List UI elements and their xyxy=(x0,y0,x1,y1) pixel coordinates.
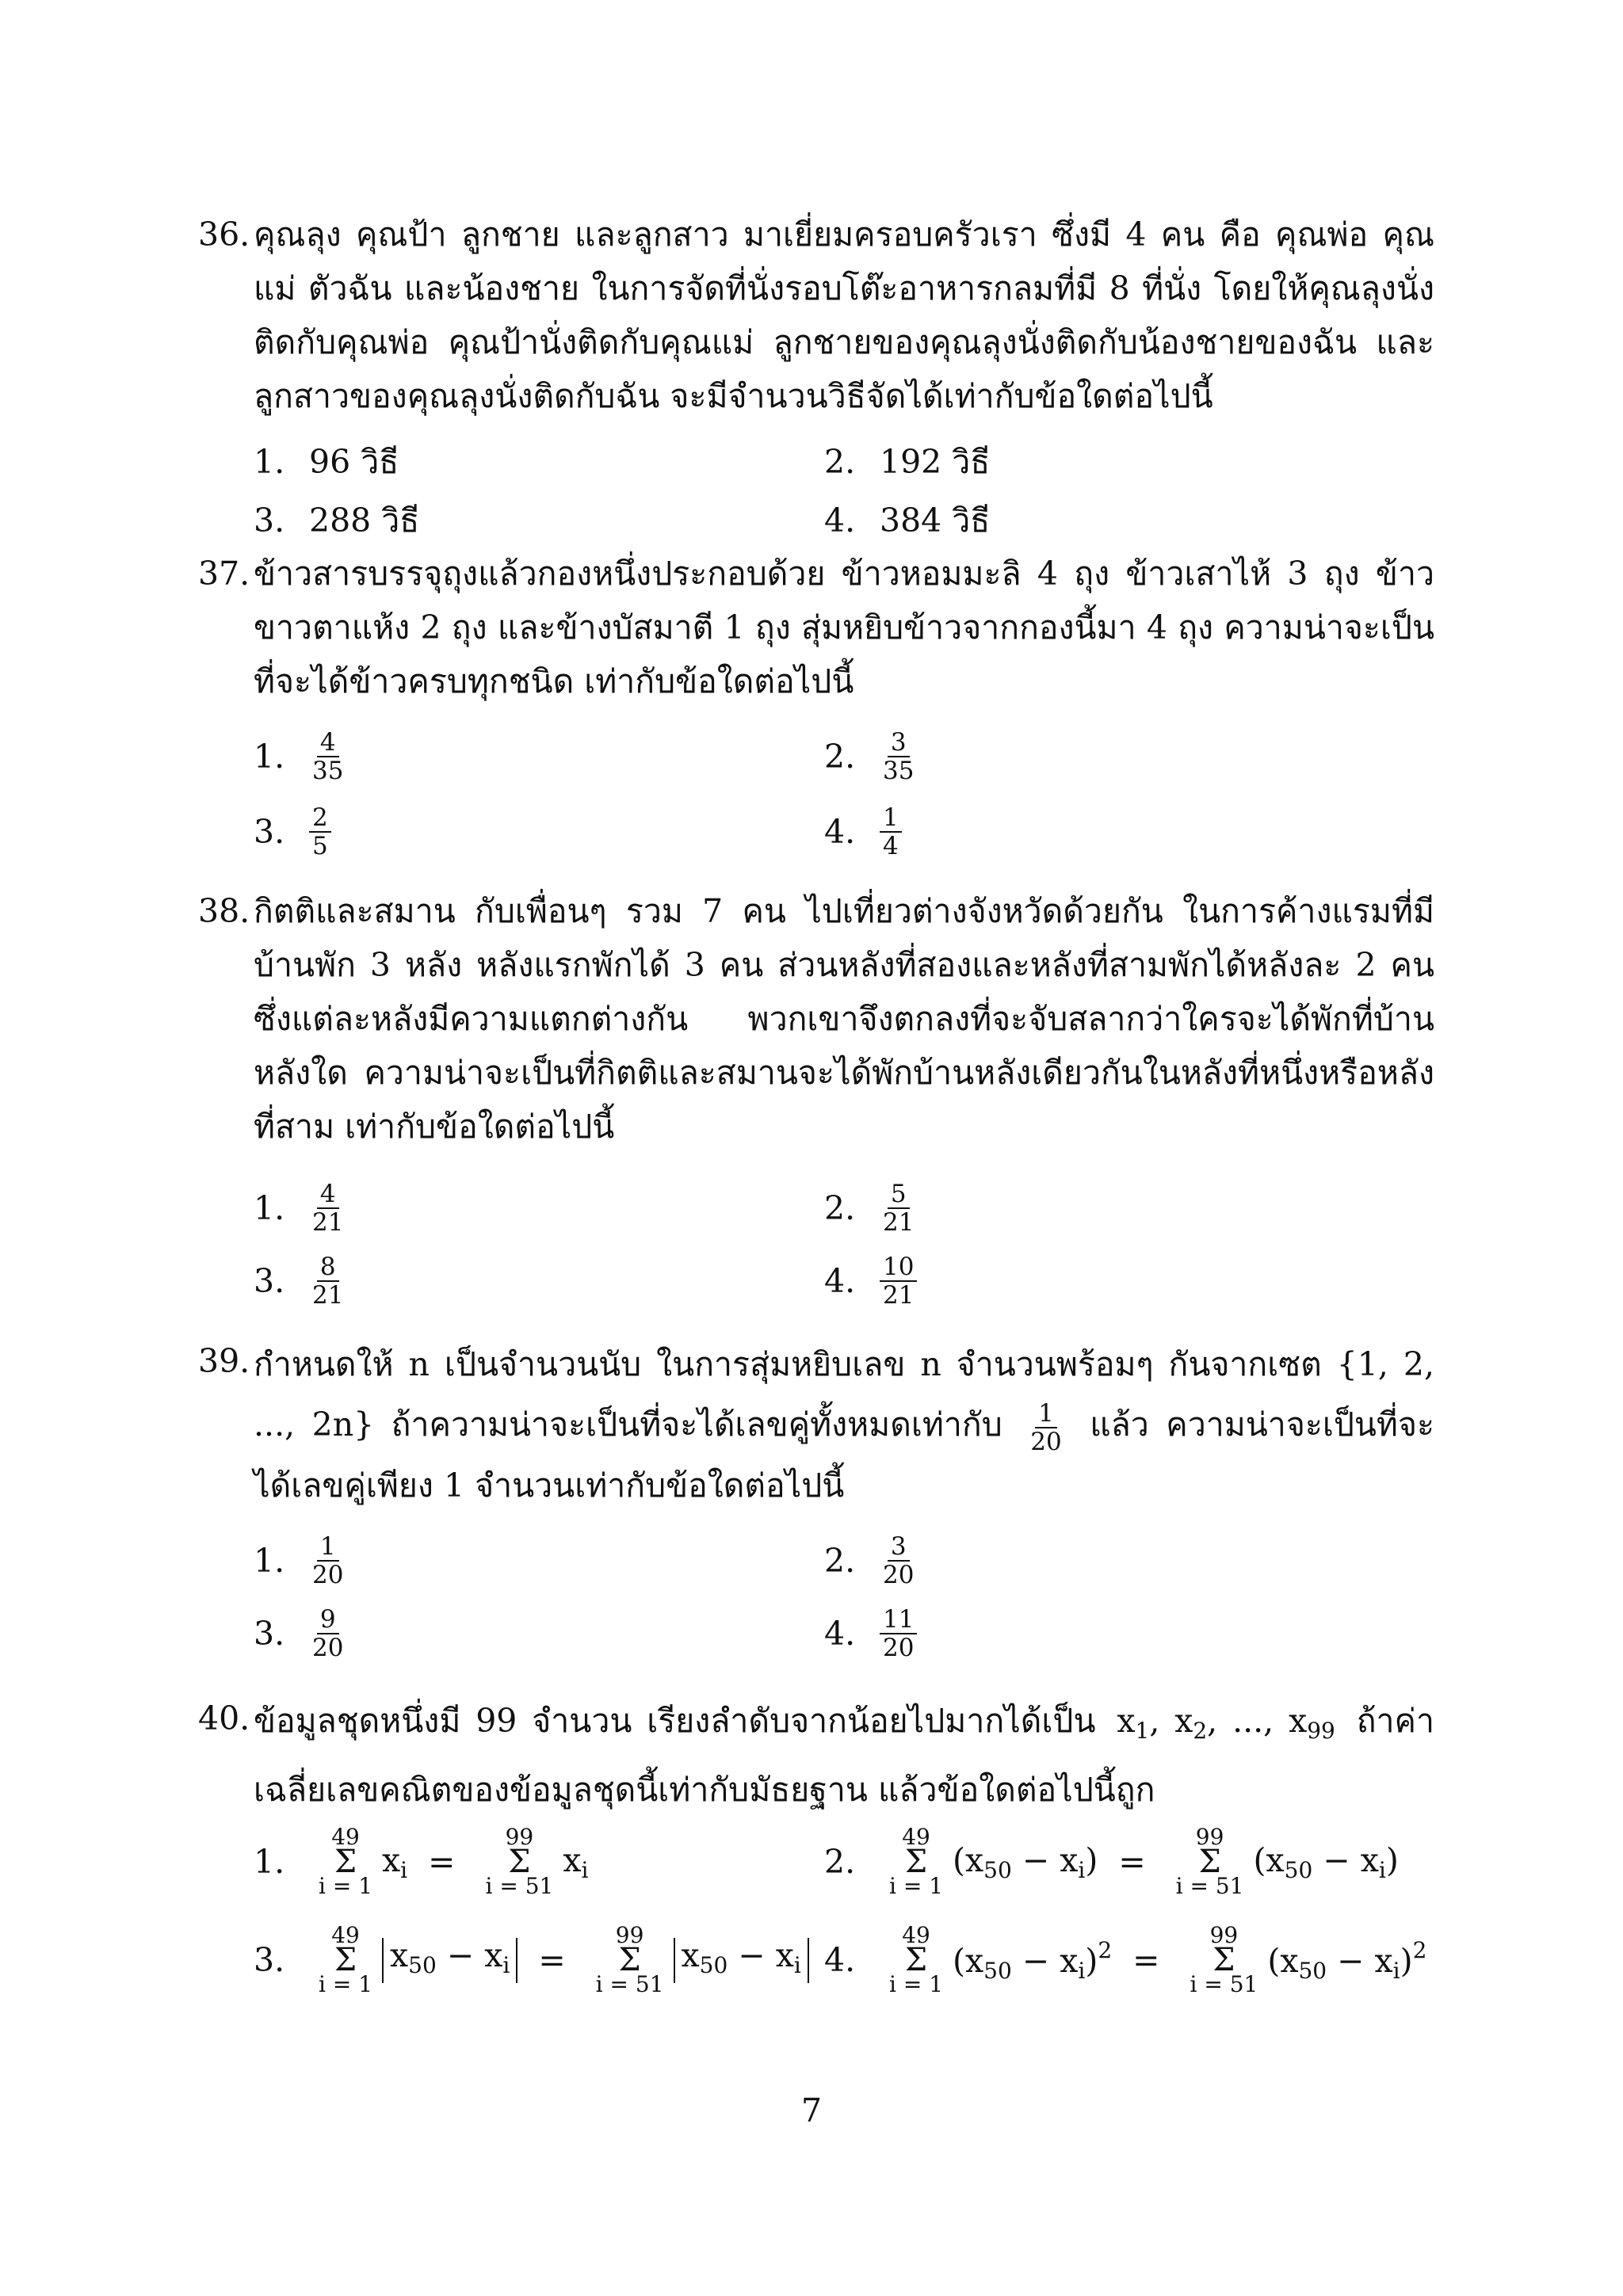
summation: 99 Σ i = 51 xyxy=(1175,1824,1244,1899)
option-39-3[interactable]: 3. $\frac{9}{20}$ xyxy=(254,1606,346,1661)
option-40-4[interactable]: 4. 49 Σ i = 1 $(x_{50} - x_i)^2$ = 99 Σ i = 51 $(x_{50} - x_i)^2$ xyxy=(824,1922,1427,1997)
question-text: กิตติและสมาน กับเพื่อนๆ รวม 7 คน ไปเที่ยวต่างจังหวัดด้วยกัน ในการค้างแรมที่มีบ้านพัก 3 หลัง หลังแรกพักได้ 3 คน ส่วนหลังที่สองและหลังที่สามพักได้หลังละ 2 คน ซึ่งแต่ละหลังมีความแตกต่างกัน พวกเขาจึงตกลงที่จะจับสลากว่าใครจะได้พักที่บ้านหลังใด ความน่าจะเป็นที่กิตติและสมานจะได้พักบ้านหลังเดียวกันในหลังที่หนึ่งหรือหลังที่สาม เท่ากับข้อใดต่อไปนี้ xyxy=(254,892,1434,1146)
fraction: $\frac{3}{20}$ xyxy=(883,1532,915,1589)
fraction: $\frac{9}{20}$ xyxy=(312,1605,344,1662)
summation: 99 Σ i = 51 xyxy=(1190,1922,1258,1997)
fraction: $\frac{8}{21}$ xyxy=(312,1253,344,1310)
question-number: 36. xyxy=(198,215,250,254)
sequence-notation: $x_1$, $x_2$, ..., $x_{99}$ xyxy=(1117,1702,1335,1744)
question-text: กำหนดให้ n เป็นจำนวนนับ ในการสุ่มหยิบเลข n จำนวนพร้อมๆ กันจากเซต {1, 2, ..., 2n} ถ้าความน่าจะเป็นที่จะได้เลขคู่ทั้งหมดเท่ากับ $\frac{1}{20}$ แล้ว ความน่าจะเป็นที่จะได้เลขคู่เพียง 1 จำนวนเท่ากับข้อใดต่อไปนี้ xyxy=(254,1345,1434,1505)
fraction: $\frac{4}{21}$ xyxy=(312,1180,344,1237)
option-36-2[interactable]: 2. 192 วิธี xyxy=(824,442,991,481)
fraction: $\frac{10}{21}$ xyxy=(880,1253,917,1309)
option-39-1[interactable]: 1. $\frac{1}{20}$ xyxy=(254,1533,346,1589)
fraction: $\frac{2}{5}$ xyxy=(309,804,331,860)
question-number: 38. xyxy=(198,892,250,930)
option-40-2[interactable]: 2. 49 Σ i = 1 $(x_{50} - x_i)$ = 99 Σ i = 51 $(x_{50} - x_i)$ xyxy=(824,1824,1399,1899)
option-40-1[interactable]: 1. 49 Σ i = 1 $x_i$ = 99 Σ i = 51 $x_i$ xyxy=(254,1824,589,1899)
fraction: $\frac{3}{35}$ xyxy=(883,728,915,785)
option-40-3[interactable]: 3. 49 Σ i = 1 $x_{50} - x_i$ = 99 Σ i = 51 $x_{50} - x_i$ xyxy=(254,1917,809,2004)
page-number: 7 xyxy=(800,2092,823,2130)
option-36-4[interactable]: 4. 384 วิธี xyxy=(824,501,991,540)
fraction: $\frac{11}{20}$ xyxy=(880,1606,917,1661)
absolute-value: $x_{50} - x_i$ xyxy=(382,1938,517,1983)
summation: 99 Σ i = 51 xyxy=(485,1824,554,1899)
option-36-3[interactable]: 3. 288 วิธี xyxy=(254,501,420,540)
option-38-3[interactable]: 3. $\frac{8}{21}$ xyxy=(254,1253,346,1309)
option-38-4[interactable]: 4. $\frac{10}{21}$ xyxy=(824,1253,917,1309)
option-36-1[interactable]: 1. 96 วิธี xyxy=(254,442,399,481)
question-39 xyxy=(198,1334,1434,1516)
summation: 49 Σ i = 1 xyxy=(319,1824,373,1899)
option-37-3[interactable]: 3. $\frac{2}{5}$ xyxy=(254,804,331,860)
fraction: $\frac{5}{21}$ xyxy=(883,1180,915,1237)
option-38-1[interactable]: 1. $\frac{4}{21}$ xyxy=(254,1180,346,1236)
question-38 xyxy=(198,884,1434,1154)
option-39-2[interactable]: 2. $\frac{3}{20}$ xyxy=(824,1533,917,1589)
question-36 xyxy=(198,208,1434,423)
fraction: $\frac{1}{20}$ xyxy=(312,1532,344,1589)
option-38-2[interactable]: 2. $\frac{5}{21}$ xyxy=(824,1180,917,1236)
option-37-1[interactable]: 1. $\frac{4}{35}$ xyxy=(254,729,346,784)
summation: 49 Σ i = 1 xyxy=(319,1922,373,1997)
summation: 49 Σ i = 1 xyxy=(889,1922,944,1997)
summation: 99 Σ i = 51 xyxy=(595,1922,664,1997)
question-number: 37. xyxy=(198,555,250,593)
question-number: 39. xyxy=(198,1342,250,1380)
question-text: ข้าวสารบรรจุถุงแล้วกองหนึ่งประกอบด้วย ข้าวหอมมะลิ 4 ถุง ข้าวเสาไห้ 3 ถุง ข้าวขาวตาแห้ง 2 ถุง และข้างบัสมาตี 1 ถุง สุ่มหยิบข้าวจากกองนี้มา 4 ถุง ความน่าจะเป็นที่จะได้ข้าวครบทุกชนิด เท่ากับข้อใดต่อไปนี้ xyxy=(254,555,1434,700)
option-37-2[interactable]: 2. $\frac{3}{35}$ xyxy=(824,729,917,784)
inline-fraction: $\frac{1}{20}$ xyxy=(1030,1398,1062,1456)
fraction: $\frac{4}{35}$ xyxy=(312,728,344,785)
question-text: คุณลุง คุณป้า ลูกชาย และลูกสาว มาเยี่ยมครอบครัวเรา ซึ่งมี 4 คน คือ คุณพ่อ คุณแม่ ตัวฉัน และน้องชาย ในการจัดที่นั่งรอบโต๊ะอาหารกลมที่มี 8 ที่นั่ง โดยให้คุณลุงนั่งติดกับคุณพ่อ คุณป้านั่งติดกับคุณแม่ ลูกชายของคุณลุงนั่งติดกับน้องชายของฉัน และลูกสาวของคุณลุงนั่งติดกับฉัน จะมีจำนวนวิธีจัดได้เท่ากับข้อใดต่อไปนี้ xyxy=(254,215,1434,415)
question-40 xyxy=(198,1691,1434,1819)
absolute-value: $x_{50} - x_i$ xyxy=(674,1938,809,1983)
option-37-4[interactable]: 4. $\frac{1}{4}$ xyxy=(824,804,902,860)
question-37 xyxy=(198,547,1434,708)
question-number: 40. xyxy=(198,1699,250,1737)
option-39-4[interactable]: 4. $\frac{11}{20}$ xyxy=(824,1606,917,1661)
fraction: $\frac{1}{4}$ xyxy=(880,804,902,860)
question-text: ข้อมูลชุดหนึ่งมี 99 จำนวน เรียงลำดับจากน้อยไปมากได้เป็น $x_1$, $x_2$, ..., $x_{99}$ ถ้าค่าเฉลี่ยเลขคณิตของข้อมูลชุดนี้เท่ากับมัธยฐาน แล้วข้อใดต่อไปนี้ถูก xyxy=(254,1702,1434,1809)
summation: 49 Σ i = 1 xyxy=(889,1824,944,1899)
